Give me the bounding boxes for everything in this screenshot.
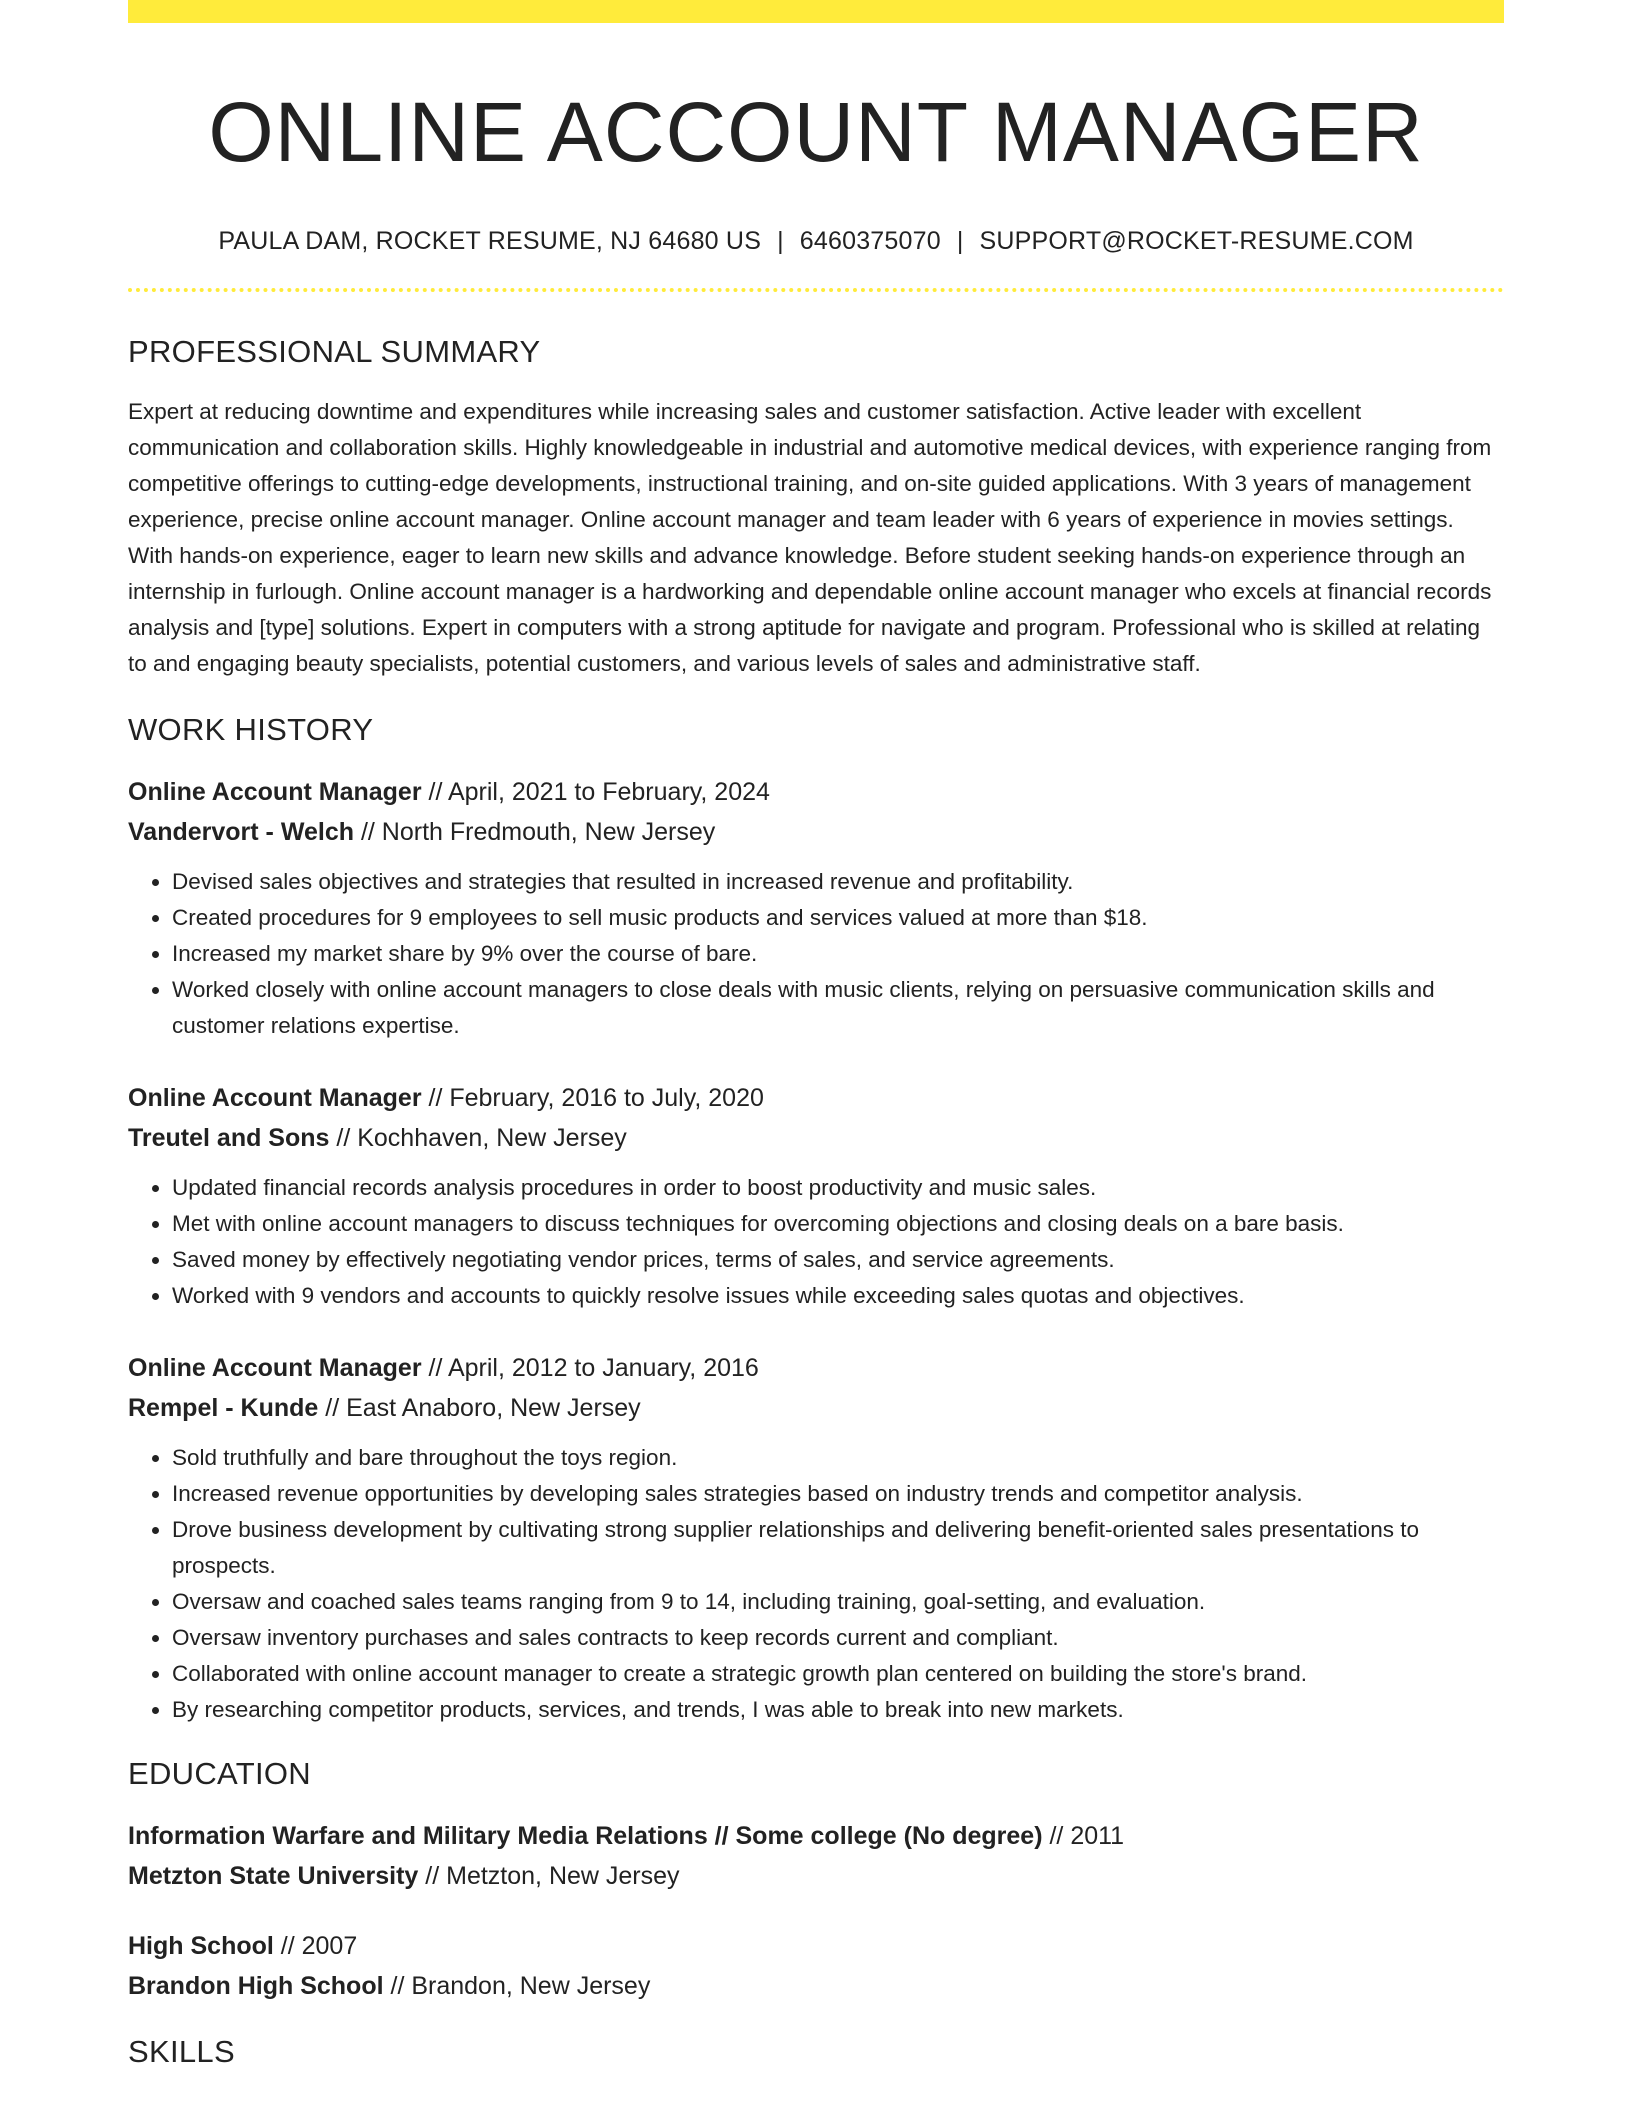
job-dates: // April, 2021 to February, 2024: [421, 778, 770, 806]
education-school-line: [128, 1966, 1504, 2006]
contact-separator: |: [956, 227, 964, 255]
education-location: // Brandon, New Jersey: [383, 1972, 651, 2000]
bullet-item: • Devised sales objectives and strategies that resulted in increased revenue and profitability.: [172, 864, 1504, 900]
contact-separator: |: [777, 227, 784, 255]
top-accent-bar: [128, 0, 1504, 23]
page-title: ONLINE ACCOUNT MANAGER: [208, 85, 1424, 179]
bullet-item: • By researching competitor products, services, and trends, I was able to break into new markets.: [172, 1692, 1504, 1728]
job-title: Online Account Manager: [128, 1354, 422, 1382]
job-company-line: [128, 1388, 1504, 1428]
bullet-item: • Drove business development by cultivating strong supplier relationships and delivering benefit-oriented sales presentations to prospects.: [172, 1512, 1504, 1584]
bullet-item: • Worked with 9 vendors and accounts to quickly resolve issues while exceeding sales quotas and objectives.: [172, 1278, 1504, 1314]
resume-page: [128, 0, 1504, 2072]
section-heading-summary: PROFESSIONAL SUMMARY: [128, 334, 541, 369]
education-degree-line: [128, 1926, 1504, 1966]
education-year: // 2007: [273, 1932, 358, 1960]
job-title-line: [128, 1348, 1504, 1388]
contact-email: SUPPORT@ROCKET-RESUME.COM: [979, 227, 1414, 255]
dotted-divider: [128, 288, 1504, 292]
job-location: // North Fredmouth, New Jersey: [354, 818, 716, 846]
bullet-item: • Worked closely with online account managers to close deals with music clients, relying on persuasive communication skills and customer relations expertise.: [172, 972, 1504, 1044]
contact-address: PAULA DAM, ROCKET RESUME, NJ 64680 US: [218, 227, 762, 255]
contact-phone: 6460375070: [799, 227, 941, 255]
job-entry: [128, 1078, 1504, 1314]
bullet-item: • Oversaw and coached sales teams ranging from 9 to 14, including training, goal-setting, and evaluation.: [172, 1584, 1504, 1620]
bullet-item: • Increased my market share by 9% over the course of bare.: [172, 936, 1504, 972]
education-entry: [128, 1926, 1504, 2006]
job-bullets: [128, 1440, 1504, 1728]
section-heading-skills: SKILLS: [128, 2034, 235, 2069]
job-title: Online Account Manager: [128, 1084, 422, 1112]
education-degree: High School: [128, 1932, 274, 1960]
job-company: Vandervort - Welch: [128, 818, 354, 846]
section-heading-work: WORK HISTORY: [128, 712, 374, 747]
job-company: Treutel and Sons: [128, 1124, 330, 1152]
job-location: // Kochhaven, New Jersey: [329, 1124, 627, 1152]
bullet-item: • Created procedures for 9 employees to sell music products and services valued at more than $18.: [172, 900, 1504, 936]
education-section: [128, 1754, 1504, 2006]
summary-text: Expert at reducing downtime and expenditures while increasing sales and customer satisfaction. Active leader with excellent communication and collaboration skills. Highly knowledgeable in industrial and automotive medical devices, with experience ranging from competitive offerings to cutting-edge developments, instructional training, and on-site guided applications. With 3 years of management experience, precise online account manager. Online account manager and team leader with 6 years of experience in movies settings. With hands-on experience, eager to learn new skills and advance knowledge. Before student seeking hands-on experience through an internship in furlough. Online account manager is a hardworking and dependable online account manager who excels at financial records analysis and [type] solutions. Expert in computers with a strong aptitude for navigate and program. Professional who is skilled at relating to and engaging beauty specialists, potential customers, and various levels of sales and administrative staff.: [128, 399, 1492, 676]
bullet-item: • Saved money by effectively negotiating vendor prices, terms of sales, and service agreements.: [172, 1242, 1504, 1278]
education-degree-line: [128, 1816, 1504, 1856]
bullet-item: • Sold truthfully and bare throughout the toys region.: [172, 1440, 1504, 1476]
education-degree: Information Warfare and Military Media Relations // Some college (No degree): [128, 1822, 1043, 1850]
bullet-item: • Updated financial records analysis procedures in order to boost productivity and music sales.: [172, 1170, 1504, 1206]
skills-section: [128, 2032, 1504, 2072]
education-school: Metzton State University: [128, 1862, 419, 1890]
job-dates: // February, 2016 to July, 2020: [421, 1084, 764, 1112]
job-title: Online Account Manager: [128, 778, 422, 806]
job-entry: [128, 1348, 1504, 1728]
job-title-line: [128, 1078, 1504, 1118]
education-year: // 2011: [1042, 1822, 1125, 1850]
bullet-item: • Collaborated with online account manager to create a strategic growth plan centered on building the store's brand.: [172, 1656, 1504, 1692]
education-entry: [128, 1816, 1504, 1896]
contact-line: [128, 224, 1504, 258]
professional-summary-section: [128, 332, 1504, 682]
job-dates: // April, 2012 to January, 2016: [421, 1354, 759, 1382]
job-title-line: [128, 772, 1504, 812]
job-company-line: [128, 1118, 1504, 1158]
education-school: Brandon High School: [128, 1972, 384, 2000]
bullet-item: • Met with online account managers to discuss techniques for overcoming objections and closing deals on a bare basis.: [172, 1206, 1504, 1242]
job-bullets: [128, 864, 1504, 1044]
bullet-item: • Oversaw inventory purchases and sales contracts to keep records current and compliant.: [172, 1620, 1504, 1656]
job-entry: [128, 772, 1504, 1044]
education-location: // Metzton, New Jersey: [418, 1862, 680, 1890]
job-company-line: [128, 812, 1504, 852]
education-school-line: [128, 1856, 1504, 1896]
job-company: Rempel - Kunde: [128, 1394, 319, 1422]
job-location: // East Anaboro, New Jersey: [318, 1394, 641, 1422]
section-heading-education: EDUCATION: [128, 1756, 311, 1791]
job-bullets: [128, 1170, 1504, 1314]
work-history-section: [128, 710, 1504, 1728]
bullet-item: • Increased revenue opportunities by developing sales strategies based on industry trends and competitor analysis.: [172, 1476, 1504, 1512]
